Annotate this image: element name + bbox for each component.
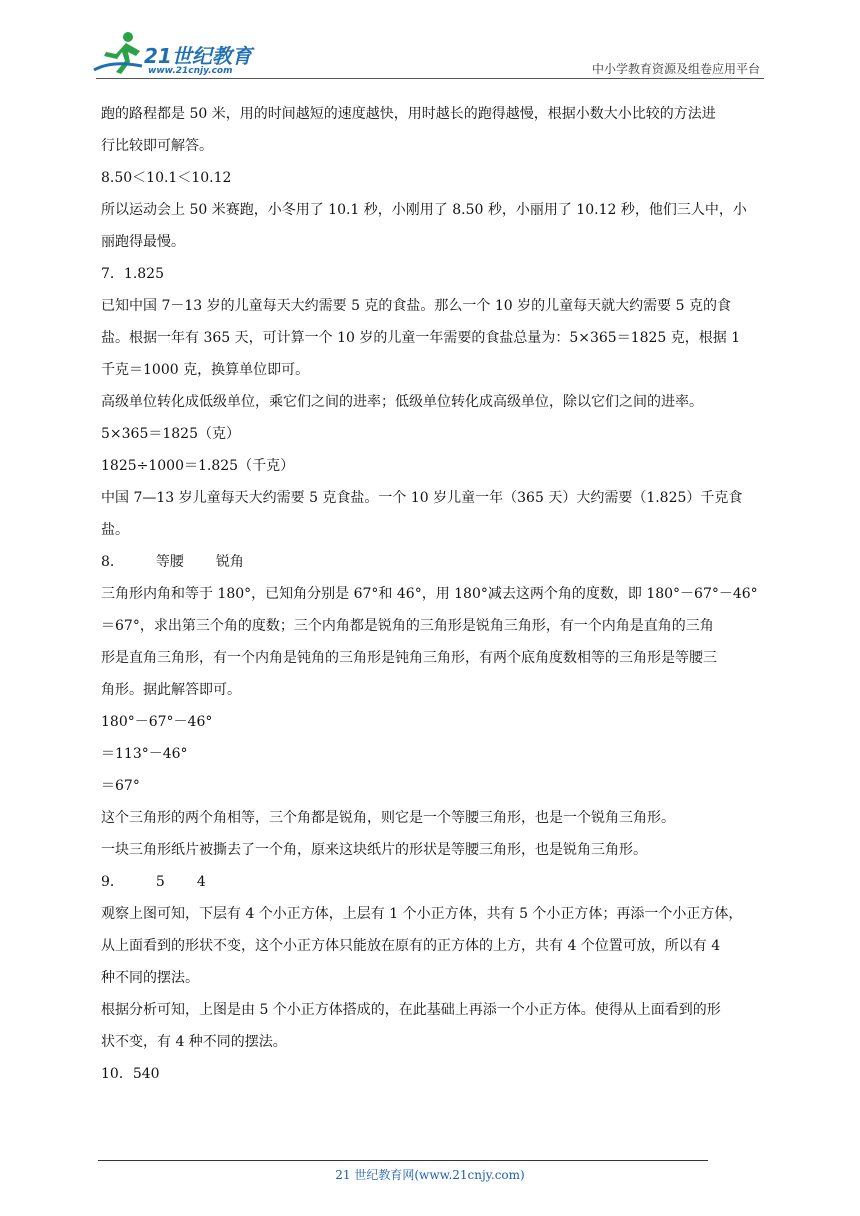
answer-8	[101, 546, 761, 578]
text-line: 从上面看到的形状不变，这个小正方体只能放在原有的正方体的上方，共有 4 个位置可放，所以有 4	[101, 938, 721, 954]
question-number: 9．	[101, 874, 124, 890]
text-line: ＝67°	[101, 778, 140, 794]
text-line: 行比较即可解答。	[101, 138, 213, 154]
text-line: 一块三角形纸片被撕去了一个角，原来这块纸片的形状是等腰三角形，也是锐角三角形。	[101, 842, 647, 858]
text-line: 高级单位转化成低级单位，乘它们之间的进率；低级单位转化成高级单位，除以它们之间的进率。	[101, 394, 703, 410]
text-line: 5×365＝1825（克）	[101, 426, 240, 442]
text-line: 观察上图可知，下层有 4 个小正方体，上层有 1 个小正方体，共有 5 个小正方体；再添一个小正方体，	[101, 906, 743, 922]
text-line: 根据分析可知，上图是由 5 个小正方体搭成的，在此基础上再添一个小正方体。使得从上面看到的形	[101, 1002, 721, 1018]
text-line: 盐。	[101, 522, 129, 538]
text-line: 状不变，有 4 种不同的摆法。	[101, 1034, 287, 1050]
page-header	[0, 0, 860, 80]
answer-blank-1: 等腰	[155, 554, 184, 570]
text-line: 角形。据此解答即可。	[101, 682, 241, 698]
text-line: 已知中国 7－13 岁的儿童每天大约需要 5 克的食盐。那么一个 10 岁的儿童每天就大约需要 5 克的食	[101, 298, 731, 314]
text-line: 千克＝1000 克，换算单位即可。	[101, 362, 310, 378]
text-line: 跑的路程都是 50 米，用的时间越短的速度越快，用时越长的跑得越慢，根据小数大小比较的方法进	[101, 106, 716, 122]
document-body	[101, 98, 761, 1090]
text-line: ＝113°－46°	[101, 746, 188, 762]
text-line: 盐。根据一年有 365 天，可计算一个 10 岁的儿童一年需要的食盐总量为：5×365＝1825 克，根据 1	[101, 330, 741, 346]
text-line: 形是直角三角形，有一个内角是钝角的三角形是钝角三角形，有两个底角度数相等的三角形是等腰三	[101, 650, 717, 666]
text-line: 1825÷1000＝1.825（千克）	[101, 458, 295, 474]
answer-blank-1: 5	[155, 874, 165, 890]
text-line: 8.50＜10.1＜10.12	[101, 170, 232, 186]
text-line: 180°－67°－46°	[101, 714, 213, 730]
runner-logo-icon	[92, 30, 148, 76]
logo-url: www.21cnjy.com	[148, 66, 233, 76]
answer-blank-2: 锐角	[215, 554, 244, 570]
answer-9	[101, 866, 761, 898]
question-number: 8．	[101, 554, 124, 570]
logo	[92, 30, 272, 78]
text-line: 中国 7—13 岁儿童每天大约需要 5 克食盐。一个 10 岁儿童一年（365 天）大约需要（1.825）千克食	[101, 490, 743, 506]
answer-blank-2: 4	[196, 874, 206, 890]
text-line: 这个三角形的两个角相等，三个角都是锐角，则它是一个等腰三角形，也是一个锐角三角形。	[101, 810, 675, 826]
text-line: 三角形内角和等于 180°，已知角分别是 67°和 46°，用 180°减去这两个角的度数，即 180°－67°－46°	[101, 586, 758, 602]
answer-7: 7．1.825	[101, 266, 164, 282]
logo-text: 21世纪教育	[144, 44, 252, 68]
text-line: 丽跑得最慢。	[101, 234, 185, 250]
text-line: ＝67°，求出第三个角的度数；三个内角都是锐角的三角形是锐角三角形，有一个内角是直角的三角	[101, 618, 714, 634]
footer-divider	[98, 1160, 708, 1161]
platform-title: 中小学教育资源及组卷应用平台	[591, 62, 760, 76]
footer-text: 21 世纪教育网(www.21cnjy.com)	[335, 1168, 525, 1182]
text-line: 种不同的摆法。	[101, 970, 199, 986]
header-divider	[96, 78, 764, 79]
answer-10: 10．540	[101, 1066, 160, 1082]
text-line: 所以运动会上 50 米赛跑，小冬用了 10.1 秒，小刚用了 8.50 秒，小丽用了 10.12 秒，他们三人中，小	[101, 202, 747, 218]
